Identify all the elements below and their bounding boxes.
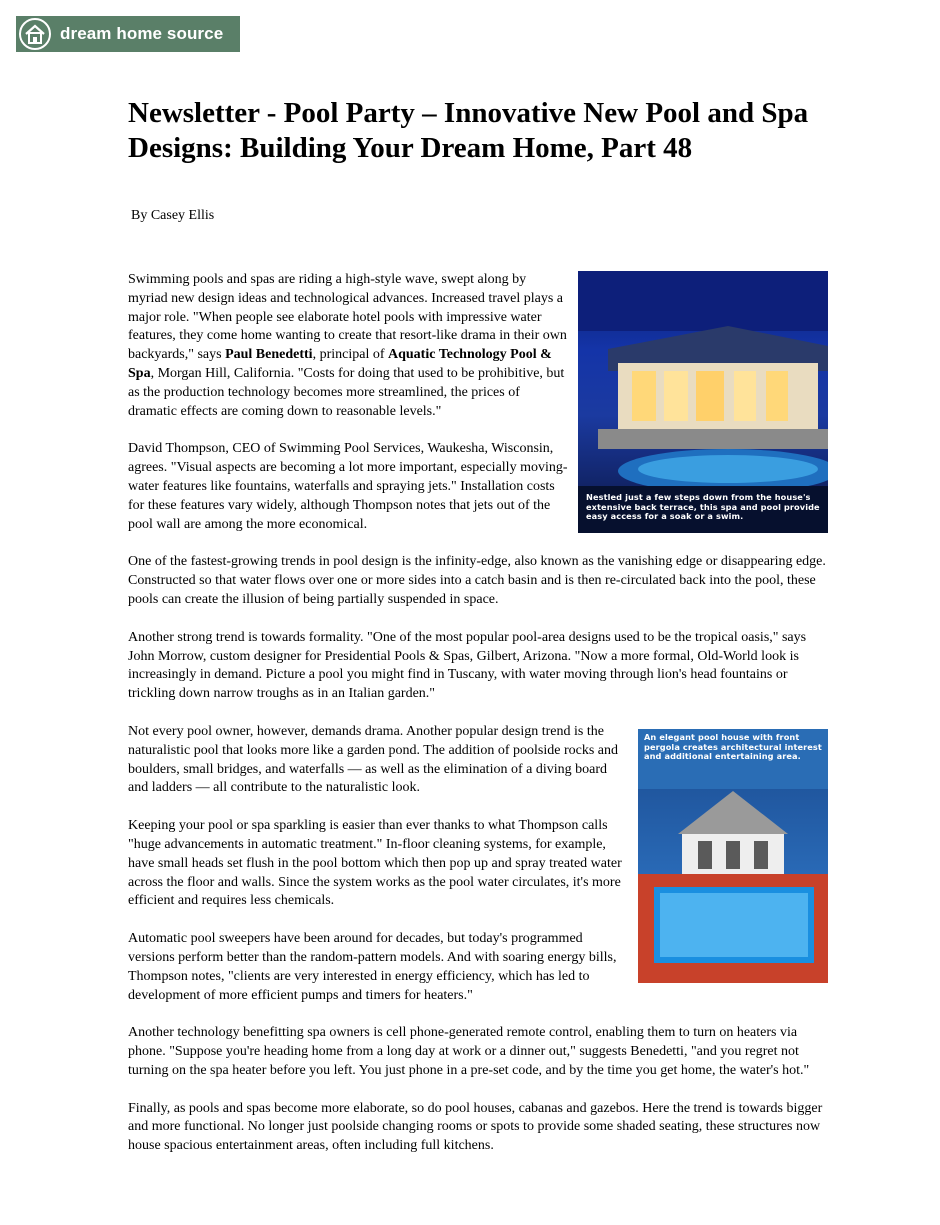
paragraph: Swimming pools and spas are riding a high-style wave, swept along by myriad new design ideas and technological advances. Increased travel plays a major role. "When people see elaborate hotel pools with impressive water features, they come home wanting to create that resort-like drama in their own backyards," says Paul Benedetti, principal of Aquatic Technology Pool & Spa, Morgan Hill, California. "Costs for doing that used to be prohibitive, but as the production technology becomes more streamlined, the prices of dramatic effects are coming down to reasonable levels." — [128, 272, 567, 419]
company-name: Aquatic Technology Pool & Spa — [128, 347, 552, 381]
byline: By Casey Ellis — [131, 208, 215, 223]
pool-house-illustration — [638, 729, 828, 983]
image-caption: Nestled just a few steps down from the house's extensive back terrace, this spa and pool provide easy access for a soak or a swim. — [586, 492, 820, 522]
house-icon — [18, 17, 52, 51]
paragraph: Keeping your pool or spa sparkling is easier than ever thanks to what Thompson calls "huge advancements in automatic treatment." In-floor cleaning systems, for example, have small heads set flush in the pool bottom which then pop up and spray treated water across the floor and walls. Since the system works as the pool water circulates, it's more efficient and requires less chemicals. — [128, 818, 622, 909]
site-logo[interactable] — [16, 16, 240, 52]
person-name: Paul Benedetti — [225, 347, 313, 363]
article-body — [128, 271, 828, 1175]
paragraph: Automatic pool sweepers have been around for decades, but today's programmed versions perform better than the random-pattern models. And with soaring energy bills, Thompson notes, "clients are very interested in energy efficiency, which has led to development of more efficient pumps and timers for heaters." — [128, 931, 617, 1003]
image-caption: An elegant pool house with front pergola creates architectural interest and additional entertaining area. — [644, 731, 822, 762]
paragraph: David Thompson, CEO of Swimming Pool Services, Waukesha, Wisconsin, agrees. "Visual aspects are becoming a lot more important, especially moving-water features like fountains, waterfalls and spraying jets." Installation costs for these features vary widely, although Thompson notes that jets out of the pool wall are among the more economical. — [128, 441, 568, 532]
paragraph: Finally, as pools and spas become more elaborate, so do pool houses, cabanas and gazebos. Here the trend is towards bigger and more functional. No longer just poolside changing rooms or spots to provide some shaded seating, these structures now house spacious entertainment areas, often including full kitchens. — [128, 1100, 823, 1154]
paragraph: One of the fastest-growing trends in pool design is the infinity-edge, also known as the vanishing edge or disappearing edge. Constructed so that water flows over one or more sides into a catch basin and is then re-circulated back into the pool, these pools can create the illusion of being partially suspended in space. — [128, 554, 826, 607]
pool-house-photo — [638, 729, 828, 983]
paragraph: Another technology benefitting spa owners is cell phone-generated remote control, enabling them to turn on heaters via phone. "Suppose you're heading home from a long day at work or a dinner out," suggests Benedetti, "and you regret not turning on the spa heater before you left. You just phone in a pre-set code, and by the time you get home, the water's hot." — [128, 1025, 810, 1078]
paragraph: Another strong trend is towards formality. "One of the most popular pool-area designs used to be the tropical oasis," says John Morrow, custom designer for Presidential Pools & Spas, Gilbert, Arizona. "Now a more formal, Old-World look is increasingly in demand. Picture a pool you might find in Tuscany, with water moving through lion's head fountains or trickling down narrow troughs as in an Italian garden." — [128, 629, 807, 702]
article-title: Newsletter - Pool Party – Innovative New Pool and Spa Designs: Building Your Dream Home, Part 48 — [128, 97, 809, 164]
paragraph: Not every pool owner, however, demands drama. Another popular design trend is the naturalistic pool that looks more like a garden pond. The addition of poolside rocks and boulders, small bridges, and waterfalls — as well as the elimination of a diving board and ladders — all contribute to the naturalistic look. — [128, 723, 619, 796]
logo-text: dream home source — [60, 24, 224, 43]
house-pool-photo — [578, 271, 828, 533]
